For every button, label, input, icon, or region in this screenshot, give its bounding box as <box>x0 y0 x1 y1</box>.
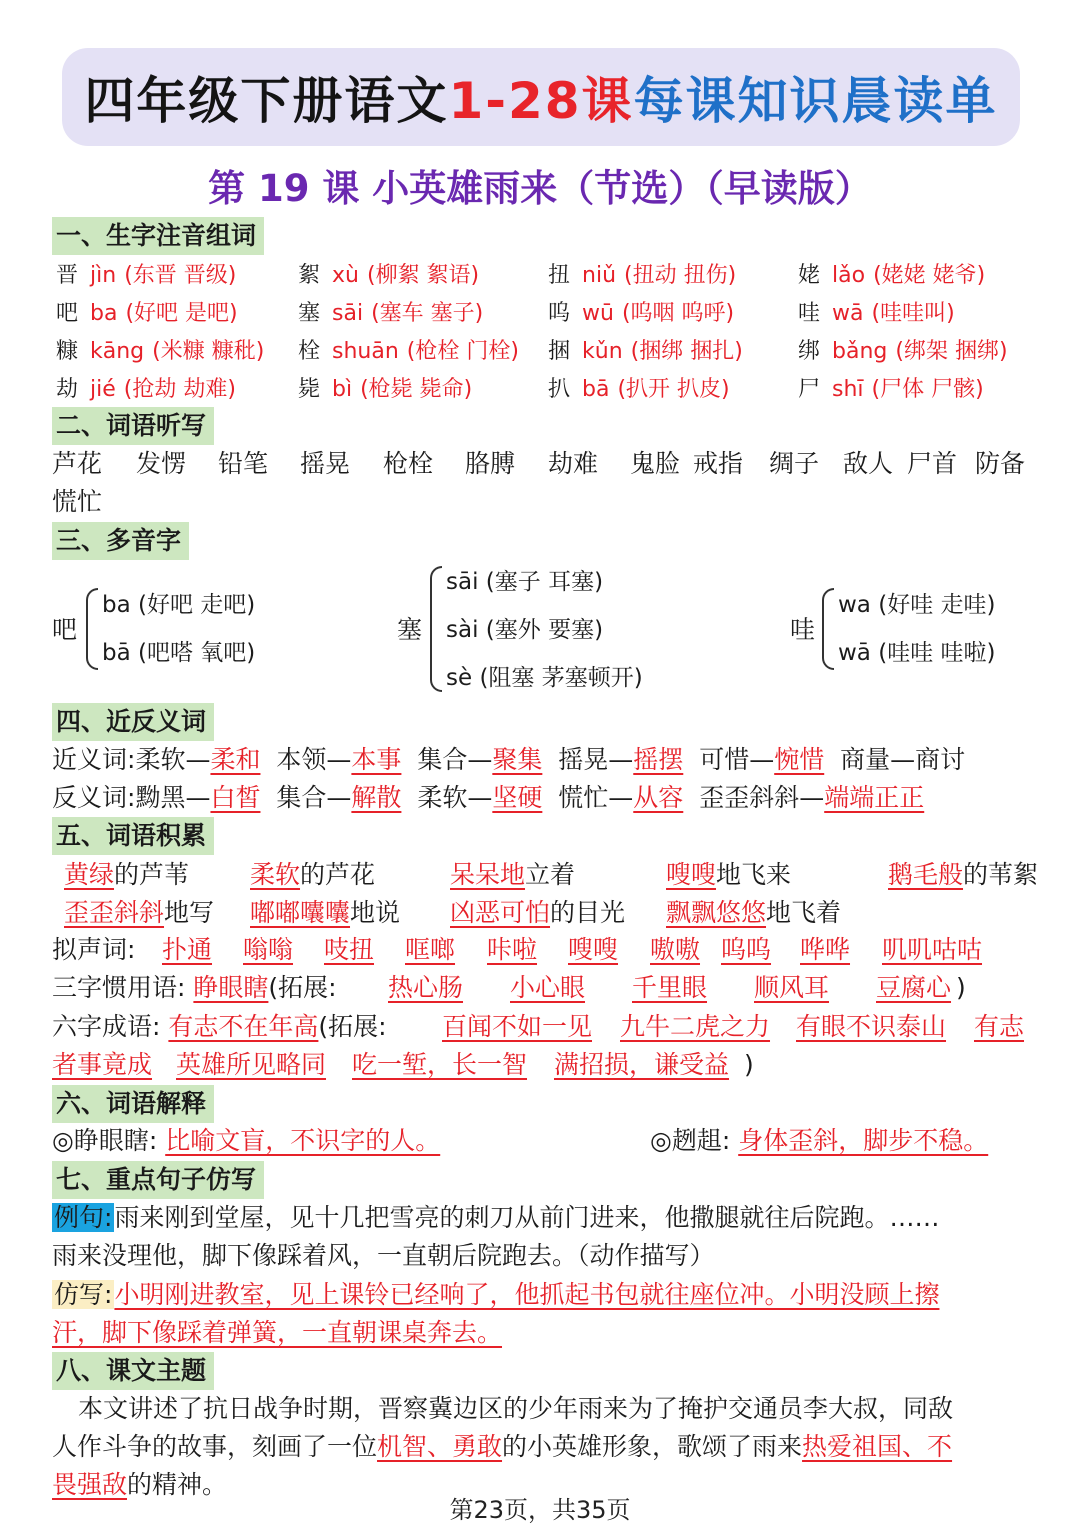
explain-definition: 比喻文盲，不识字的人。 <box>165 1126 441 1155</box>
antonyms-label: 反义词: <box>52 783 136 812</box>
example-tag: 例句: <box>54 1203 113 1232</box>
pair-word: 黝黑— <box>135 783 211 812</box>
onomatopoeia-word: 叽叽咕咕 <box>882 935 983 964</box>
banner-title-part3: 每课知识晨读单 <box>633 72 998 130</box>
section-heading-4: 四、近反义词 <box>52 703 214 741</box>
char-pinyin: bì <box>332 377 353 402</box>
example-text: 雨来刚到堂屋，见十几把雪亮的刺刀从前门进来，他撒腿就往后院跑。…… <box>114 1203 940 1232</box>
char-glyph: 塞 <box>298 301 321 326</box>
polyphone-reading: wa (好哇 走哇) <box>838 592 996 618</box>
char-glyph: 糠 <box>56 339 79 364</box>
explain-definition: 身体歪斜，脚步不稳。 <box>738 1126 989 1155</box>
phrase-text: 的芦苇 <box>114 860 190 889</box>
dictation-word: 枪栓 <box>383 449 434 478</box>
pair-answer: 解散 <box>351 783 402 812</box>
char-words: (米糠 糠秕) <box>152 339 265 364</box>
example-line-2: 雨来没理他，脚下像踩着风，一直朝后院跑去。（动作描写） <box>52 1241 715 1270</box>
phrase-item <box>666 895 841 931</box>
polyphone-char: 吧 <box>52 615 78 644</box>
close-paren: ) <box>956 973 966 1002</box>
pair-answer: 坚硬 <box>492 783 543 812</box>
phrase-text: 地说 <box>350 898 401 927</box>
example-line-1 <box>52 1200 939 1236</box>
char-words: (捆绑 捆扎) <box>630 339 743 364</box>
phrase-text: 地飞来 <box>716 860 792 889</box>
idiom6-ext-word: 百闻不如一见 <box>442 1012 593 1041</box>
theme-line-2 <box>52 1429 952 1465</box>
char-pinyin: shuān <box>332 339 399 364</box>
phrase-item <box>250 895 400 931</box>
theme-text: 的小英雄形象，歌颂了雨来 <box>502 1432 803 1461</box>
dictation-word: 铅笔 <box>218 449 269 478</box>
char-glyph: 呜 <box>548 301 571 326</box>
idiom3-label: 三字惯用语: <box>52 973 186 1002</box>
char-pinyin: shī <box>832 377 864 402</box>
pair-answer: 柔和 <box>210 745 261 774</box>
dictation-word: 防备 <box>975 449 1026 478</box>
idiom3-ext-word: 热心肠 <box>388 973 464 1002</box>
pair-word: 柔软— <box>417 783 493 812</box>
char-glyph: 姥 <box>798 263 821 288</box>
theme-highlight: 热爱祖国、不 <box>802 1432 953 1461</box>
char-entry <box>548 372 730 408</box>
phrase-item <box>666 857 791 893</box>
phrase-text: 立着 <box>525 860 576 889</box>
theme-text: 的精神。 <box>127 1470 228 1499</box>
phrase-text: 的苇絮 <box>963 860 1039 889</box>
section-heading-3: 三、多音字 <box>52 522 189 560</box>
char-glyph: 吧 <box>56 301 79 326</box>
phrase-text: 的目光 <box>550 898 626 927</box>
explain-term: ◎趔趄: <box>650 1126 731 1155</box>
char-glyph: 扒 <box>548 377 571 402</box>
char-pinyin: kāng <box>90 339 145 364</box>
char-pinyin: bǎng <box>832 339 888 364</box>
char-glyph: 絮 <box>298 263 321 288</box>
pair-word: 集合— <box>417 745 493 774</box>
page-footer: 第23页，共35页 <box>449 1496 631 1524</box>
page-banner <box>62 48 1020 146</box>
char-entry <box>798 334 1008 370</box>
char-entry <box>798 258 985 294</box>
char-words: (好吧 是吧) <box>125 301 238 326</box>
onomatopoeia-word: 吱扭 <box>324 935 375 964</box>
antonyms-row <box>52 780 924 816</box>
pair-word: 慌忙— <box>558 783 634 812</box>
char-entry <box>548 334 743 370</box>
char-pinyin: niǔ <box>582 263 617 288</box>
onomatopoeia-word: 嗷嗷 <box>650 935 701 964</box>
char-words: (柳絮 絮语) <box>366 263 480 288</box>
char-glyph: 毙 <box>298 377 321 402</box>
explain-2 <box>650 1123 988 1159</box>
char-glyph: 晋 <box>56 263 79 288</box>
section-heading-8: 八、课文主题 <box>52 1352 214 1390</box>
idiom6-ext-label: (拓展: <box>318 1012 387 1041</box>
dictation-word: 摇晃 <box>300 449 351 478</box>
banner-title-part1: 四年级下册语文 <box>84 72 449 130</box>
onomatopoeia-row <box>52 932 135 968</box>
section-heading-2: 二、词语听写 <box>52 407 214 445</box>
dictation-word: 慌忙 <box>52 487 103 516</box>
pair-word: 柔软— <box>135 745 211 774</box>
char-entry <box>548 258 736 294</box>
char-entry <box>298 334 519 370</box>
idiom6-ext-word: 者事竟成 <box>52 1050 153 1079</box>
phrase-answer: 嘟嘟囔囔 <box>250 898 351 927</box>
phrase-answer: 柔软 <box>250 860 301 889</box>
dictation-word: 芦花 <box>52 449 103 478</box>
idiom3-ext-label: (拓展: <box>268 973 337 1002</box>
char-words: (尸体 尸骸) <box>871 377 984 402</box>
polyphone-reading: bā (吧嗒 氧吧) <box>102 640 256 666</box>
dictation-word: 绸子 <box>769 449 820 478</box>
phrase-answer: 嗖嗖 <box>666 860 717 889</box>
char-glyph: 捆 <box>548 339 571 364</box>
char-entry <box>56 372 236 408</box>
phrase-item <box>250 857 375 893</box>
pair-answer: 惋惜 <box>774 745 825 774</box>
phrase-item <box>450 895 625 931</box>
phrase-item <box>64 857 189 893</box>
char-pinyin: jié <box>90 377 116 402</box>
idiom3-main: 睁眼瞎 <box>193 973 269 1002</box>
char-entry <box>56 334 264 370</box>
char-pinyin: wā <box>832 301 864 326</box>
explain-1 <box>52 1123 440 1159</box>
char-pinyin: kǔn <box>582 339 623 364</box>
lesson-title: 第 19 课 小英雄雨来（节选）（早读版） <box>208 167 872 210</box>
explain-term: ◎睁眼瞎: <box>52 1126 158 1155</box>
pair-word: 集合— <box>276 783 352 812</box>
pair-answer: 摇摆 <box>633 745 684 774</box>
dictation-word: 敌人 <box>843 449 894 478</box>
idiom3-ext-word: 小心眼 <box>510 973 586 1002</box>
polyphone-reading: sāi (塞子 耳塞) <box>446 569 604 595</box>
imitation-line-1 <box>52 1277 939 1313</box>
synonyms-row <box>52 742 965 778</box>
pair-answer: 从容 <box>633 783 684 812</box>
phrase-answer: 凶恶可怕 <box>450 898 551 927</box>
phrase-text: 地飞着 <box>766 898 842 927</box>
idiom6-label: 六字成语: <box>52 1012 161 1041</box>
imitation-text: 汗，脚下像踩着弹簧，一直朝课桌奔去。 <box>52 1318 503 1347</box>
imitation-line-2 <box>52 1315 502 1351</box>
onomatopoeia-word: 呜呜 <box>721 935 772 964</box>
polyphone-char: 塞 <box>397 615 423 644</box>
theme-highlight: 畏强敌 <box>52 1470 128 1499</box>
onomatopoeia-word: 嗖嗖 <box>568 935 619 964</box>
imitation-tag: 仿写: <box>54 1280 113 1309</box>
polyphone-reading: wā (哇哇 哇啦) <box>838 640 996 666</box>
char-glyph: 扭 <box>548 263 571 288</box>
char-words: (呜咽 呜呼) <box>621 301 735 326</box>
phrase-answer: 飘飘悠悠 <box>666 898 767 927</box>
char-entry <box>548 296 734 332</box>
char-glyph: 绑 <box>798 339 821 364</box>
section-heading-6: 六、词语解释 <box>52 1085 214 1123</box>
idiom6-ext-word: 九牛二虎之力 <box>620 1012 771 1041</box>
phrase-item <box>450 857 575 893</box>
char-words: (姥姥 姥爷) <box>873 263 986 288</box>
char-glyph: 哇 <box>798 301 821 326</box>
close-paren: ) <box>744 1050 754 1079</box>
section-heading-1: 一、生字注音组词 <box>52 217 264 255</box>
char-pinyin: jìn <box>90 263 117 288</box>
char-pinyin: bā <box>582 377 610 402</box>
onomatopoeia-word: 扑通 <box>162 935 213 964</box>
theme-highlight: 机智、勇敢 <box>377 1432 503 1461</box>
pair-answer: 端端正正 <box>824 783 925 812</box>
onomatopoeia-word: 嗡嗡 <box>243 935 294 964</box>
dictation-word: 发愣 <box>136 449 187 478</box>
brace-icon <box>430 566 442 692</box>
char-glyph: 栓 <box>298 339 321 364</box>
dictation-word: 鬼脸 <box>630 449 681 478</box>
polyphone-reading: sè (阻塞 茅塞顿开) <box>446 665 643 691</box>
char-words: (东晋 晋级) <box>124 263 237 288</box>
idiom3-row <box>52 970 337 1006</box>
synonyms-label: 近义词: <box>52 745 136 774</box>
char-words: (哇哇叫) <box>871 301 955 326</box>
char-words: (枪栓 门栓) <box>406 339 519 364</box>
char-words: (绑架 捆绑) <box>895 339 1008 364</box>
char-words: (抢劫 劫难) <box>123 377 236 402</box>
pair-word: 摇晃— <box>558 745 634 774</box>
char-pinyin: ba <box>90 301 118 326</box>
idiom6-ext-word: 吃一堑，长一智 <box>352 1050 528 1079</box>
char-entry <box>798 372 984 408</box>
section-heading-5: 五、词语积累 <box>52 817 214 855</box>
idiom3-ext-word: 顺风耳 <box>754 973 830 1002</box>
char-entry <box>298 296 483 332</box>
onomatopoeia-label: 拟声词: <box>52 935 136 964</box>
phrase-answer: 鹅毛般 <box>888 860 964 889</box>
pair-answer: 本事 <box>351 745 402 774</box>
char-pinyin: wū <box>582 301 614 326</box>
polyphone-reading: ba (好吧 走吧) <box>102 592 256 618</box>
brace-icon <box>822 588 834 670</box>
dictation-word: 戒指 <box>693 449 744 478</box>
brace-icon <box>86 588 98 670</box>
char-words: (塞车 塞子) <box>371 301 484 326</box>
char-entry <box>56 296 238 332</box>
polyphone-char: 哇 <box>790 615 816 644</box>
idiom6-main: 有志不在年高 <box>168 1012 319 1041</box>
pair-word: 本领— <box>276 745 352 774</box>
char-entry <box>56 258 236 294</box>
pair-word: 歪歪斜斜— <box>699 783 825 812</box>
dictation-word: 胳膊 <box>465 449 516 478</box>
char-entry <box>298 258 479 294</box>
char-entry <box>798 296 955 332</box>
phrase-answer: 呆呆地 <box>450 860 526 889</box>
char-words: (枪毙 毙命) <box>360 377 473 402</box>
idiom6-ext-word: 满招损，谦受益 <box>554 1050 730 1079</box>
char-pinyin: lǎo <box>832 263 866 288</box>
phrase-item <box>64 895 214 931</box>
theme-text: 人作斗争的故事，刻画了一位 <box>52 1432 378 1461</box>
char-words: (扭动 扭伤) <box>624 263 737 288</box>
phrase-answer: 歪歪斜斜 <box>64 898 165 927</box>
phrase-item <box>888 857 1038 893</box>
phrase-answer: 黄绿 <box>64 860 115 889</box>
dictation-word: 劫难 <box>548 449 599 478</box>
phrase-text: 的芦花 <box>300 860 376 889</box>
idiom3-ext-word: 千里眼 <box>632 973 708 1002</box>
char-glyph: 尸 <box>798 377 821 402</box>
banner-title-part2: 1-28课 <box>448 72 634 130</box>
pair-word: 可惜— <box>699 745 775 774</box>
pair-plain: 商量—商讨 <box>840 745 966 774</box>
char-pinyin: xù <box>332 263 359 288</box>
idiom6-ext-word: 英雄所见略同 <box>176 1050 327 1079</box>
imitation-text: 小明刚进教室，见上课铃已经响了，他抓起书包就往座位冲。小明没顾上擦 <box>114 1280 940 1309</box>
onomatopoeia-word: 哗哗 <box>800 935 851 964</box>
dictation-word: 尸首 <box>907 449 958 478</box>
onomatopoeia-word: 哐啷 <box>405 935 456 964</box>
char-pinyin: sāi <box>332 301 364 326</box>
onomatopoeia-word: 咔啦 <box>487 935 538 964</box>
pair-answer: 白皙 <box>210 783 261 812</box>
idiom6-row <box>52 1009 387 1045</box>
char-words: (扒开 扒皮) <box>617 377 730 402</box>
pair-answer: 聚集 <box>492 745 543 774</box>
idiom3-ext-word: 豆腐心 <box>876 973 952 1002</box>
idiom6-ext-word: 有志 <box>974 1012 1025 1041</box>
char-glyph: 劫 <box>56 377 79 402</box>
idiom6-ext-word: 有眼不识泰山 <box>796 1012 947 1041</box>
section-heading-7: 七、重点句子仿写 <box>52 1161 264 1199</box>
theme-line-1: 本文讲述了抗日战争时期，晋察冀边区的少年雨来为了掩护交通员李大叔，同敌 <box>78 1394 954 1423</box>
polyphone-reading: sài (塞外 要塞) <box>446 617 604 643</box>
char-entry <box>298 372 472 408</box>
phrase-text: 地写 <box>164 898 215 927</box>
